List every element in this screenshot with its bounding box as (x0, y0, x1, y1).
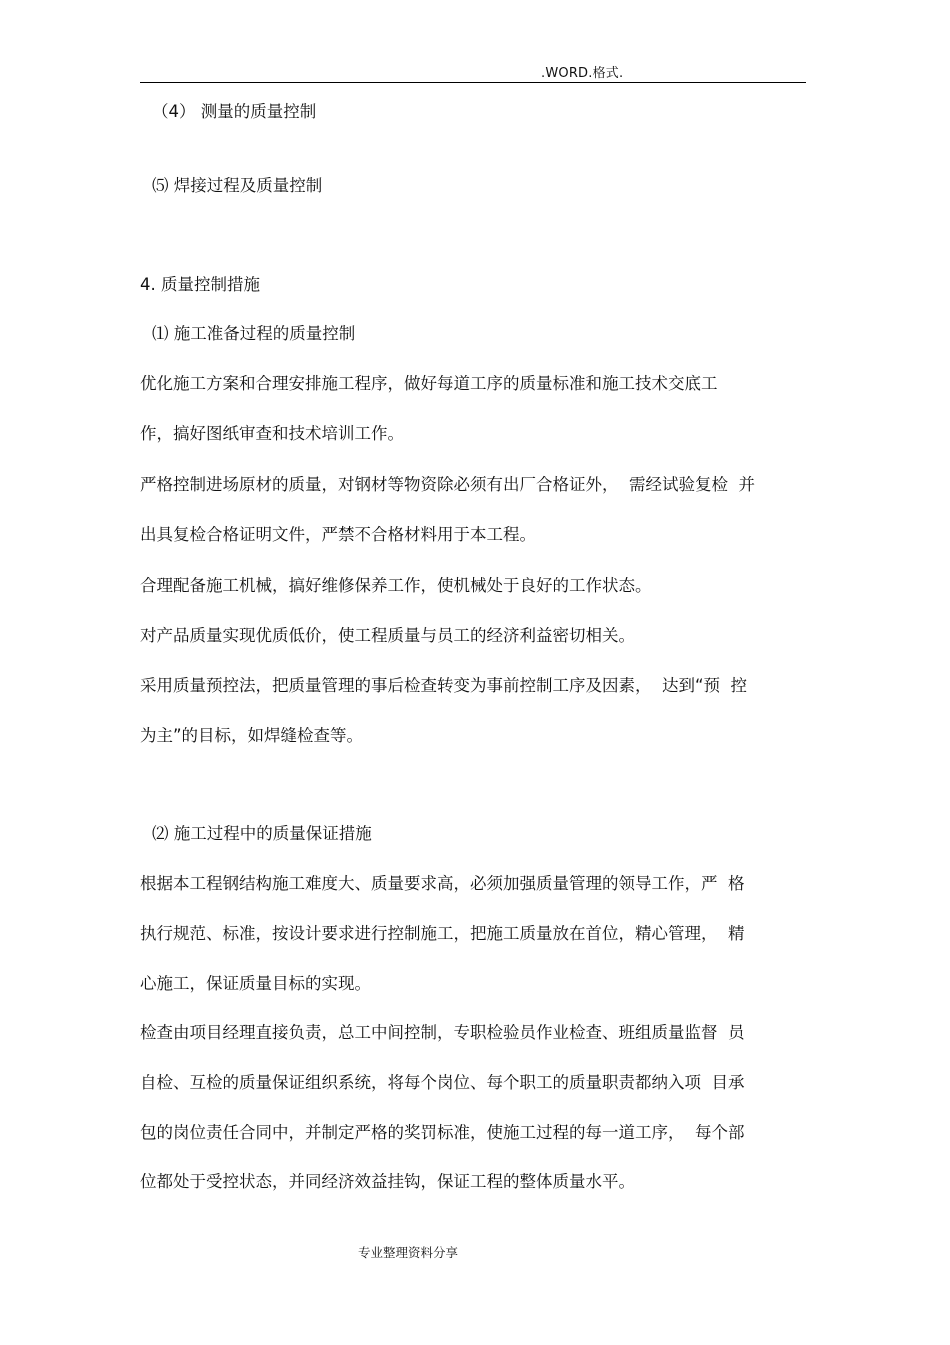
subheading-welding-quality: ⑸ 焊接过程及质量控制 (152, 176, 323, 195)
paragraph-line: 为主”的目标，如焊缝检查等。 (140, 726, 364, 745)
subheading-measurement-quality: （4） 测量的质量控制 (152, 102, 317, 121)
paragraph-line: 出具复检合格证明文件，严禁不合格材料用于本工程。 (140, 525, 536, 544)
page-header: .WORD.格式. (541, 66, 624, 81)
paragraph-line: 对产品质量实现优质低价，使工程质量与员工的经济利益密切相关。 (140, 626, 635, 645)
paragraph-line: 采用质量预控法，把质量管理的事后检查转变为事前控制工序及因素， 达到“预 控 (140, 676, 748, 695)
paragraph-line: 严格控制进场原材的质量，对钢材等物资除必须有出厂合格证外， 需经试验复检 并 (140, 475, 755, 494)
paragraph-line: 执行规范、标准，按设计要求进行控制施工，把施工质量放在首位，精心管理， 精 (140, 924, 745, 943)
paragraph-line: 合理配备施工机械，搞好维修保养工作，使机械处于良好的工作状态。 (140, 576, 652, 595)
paragraph-line: 检查由项目经理直接负责，总工中间控制，专职检验员作业检查、班组质量监督 员 (140, 1023, 745, 1042)
subheading-preparation-quality: ⑴ 施工准备过程的质量控制 (152, 324, 356, 343)
paragraph-line: 包的岗位责任合同中，并制定严格的奖罚标准，使施工过程的每一道工序， 每个部 (140, 1123, 745, 1142)
paragraph-line: 位都处于受控状态，并同经济效益挂钩，保证工程的整体质量水平。 (140, 1172, 635, 1191)
paragraph-line: 心施工，保证质量目标的实现。 (140, 974, 371, 993)
paragraph-line: 根据本工程钢结构施工难度大、质量要求高，必须加强质量管理的领导工作，严 格 (140, 874, 745, 893)
subheading-process-quality: ⑵ 施工过程中的质量保证措施 (152, 824, 372, 843)
header-rule (140, 82, 806, 83)
page-footer: 专业整理资料分享 (358, 1245, 459, 1260)
section-heading-quality-measures: 4. 质量控制措施 (140, 275, 260, 294)
paragraph-line: 自检、互检的质量保证组织系统，将每个岗位、每个职工的质量职责都纳入项 目承 (140, 1073, 745, 1092)
paragraph-line: 优化施工方案和合理安排施工程序，做好每道工序的质量标准和施工技术交底工 (140, 374, 718, 393)
paragraph-line: 作，搞好图纸审查和技术培训工作。 (140, 424, 404, 443)
